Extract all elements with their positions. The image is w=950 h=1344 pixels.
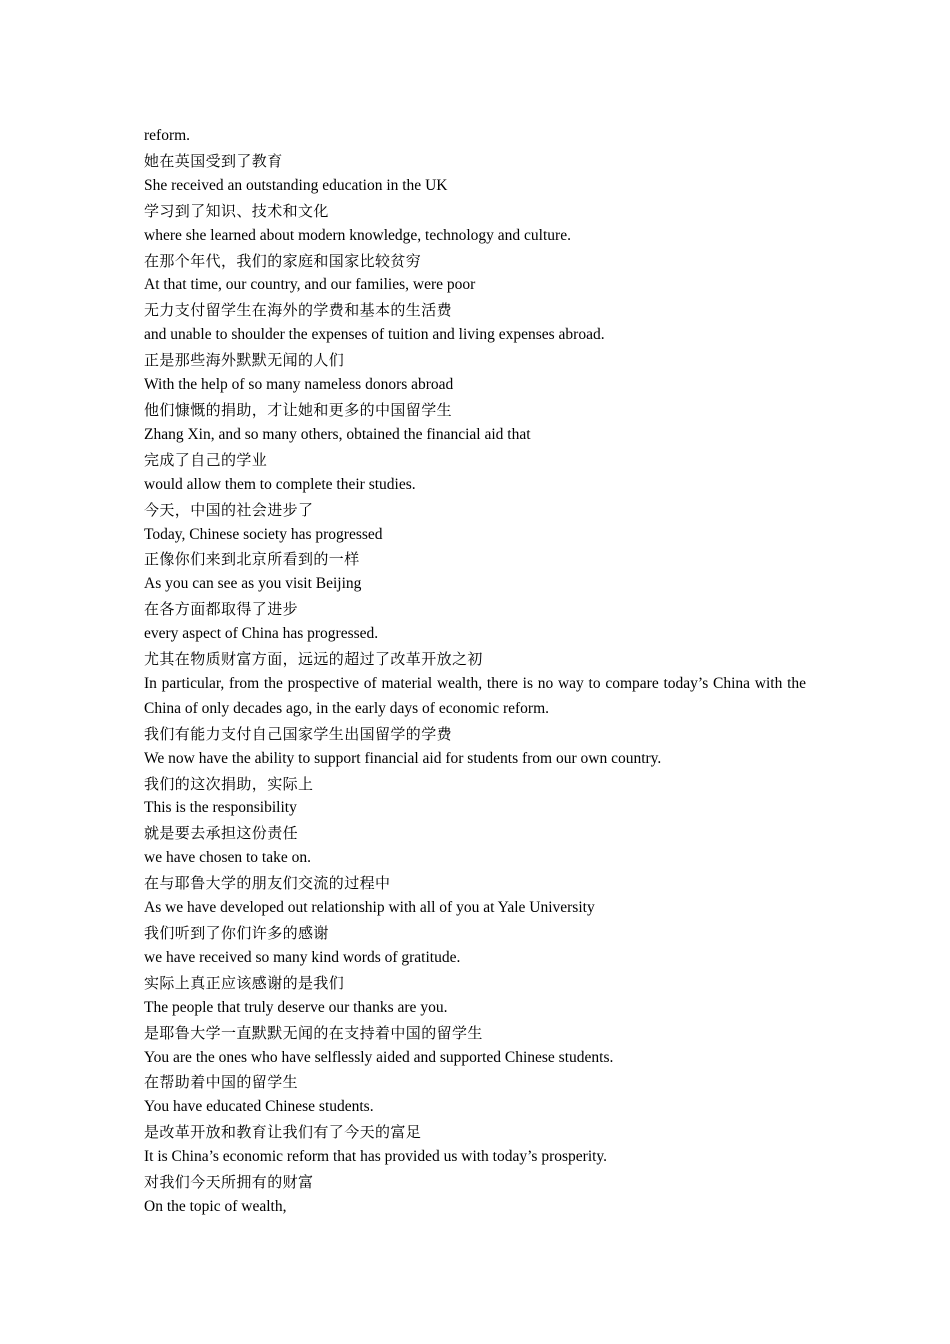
chinese-text-line: 他们慷慨的捐助，才让她和更多的中国留学生: [144, 400, 453, 419]
chinese-text-line: 正是那些海外默默无闻的人们: [144, 351, 345, 370]
chinese-text-line: 我们的这次捐助，实际上: [144, 774, 314, 793]
english-text-line: On the topic of wealth,: [144, 1197, 287, 1215]
chinese-text-line: 完成了自己的学业: [144, 450, 268, 469]
chinese-text-line: 尤其在物质财富方面，远远的超过了改革开放之初: [144, 650, 483, 669]
english-text-line: we have chosen to take on.: [144, 849, 311, 867]
chinese-text-line: 实际上真正应该感谢的是我们: [144, 973, 345, 992]
english-text-line: You have educated Chinese students.: [144, 1098, 374, 1116]
english-text-line: She received an outstanding education in the UK: [144, 176, 448, 194]
english-text-line: Today, Chinese society has progressed: [144, 525, 383, 543]
english-text-line: where she learned about modern knowledge, technology and culture.: [144, 226, 571, 244]
english-text-line: With the help of so many nameless donors abroad: [144, 376, 454, 394]
english-text-line: In particular, from the prospective of material wealth, there is no way to compare today’s China with the China of only decades ago, in the early days of economic reform.: [144, 674, 806, 717]
chinese-text-line: 在各方面都取得了进步: [144, 600, 299, 619]
chinese-text-line: 学习到了知识、技术和文化: [144, 201, 329, 220]
english-text-line: You are the ones who have selflessly aided and supported Chinese students.: [144, 1048, 614, 1066]
chinese-text-line: 是耶鲁大学一直默默无闻的在支持着中国的留学生: [144, 1023, 483, 1042]
chinese-text-line: 对我们今天所拥有的财富: [144, 1173, 314, 1192]
english-text-line: Zhang Xin, and so many others, obtained the financial aid that: [144, 425, 531, 443]
english-text-line: The people that truly deserve our thanks are you.: [144, 998, 448, 1016]
english-text-line: every aspect of China has progressed.: [144, 625, 379, 643]
chinese-text-line: 她在英国受到了教育: [144, 151, 283, 170]
english-text-line: This is the responsibility: [144, 799, 297, 817]
chinese-text-line: 在那个年代，我们的家庭和国家比较贫穷: [144, 251, 422, 270]
english-text-line: reform.: [144, 127, 191, 144]
english-text-line: we have received so many kind words of gratitude.: [144, 948, 461, 966]
chinese-text-line: 在帮助着中国的留学生: [144, 1073, 299, 1092]
chinese-text-line: 正像你们来到北京所看到的一样: [144, 550, 360, 569]
english-text-line: As we have developed out relationship with all of you at Yale University: [144, 899, 595, 917]
english-text-line: would allow them to complete their studies.: [144, 475, 416, 493]
chinese-text-line: 在与耶鲁大学的朋友们交流的过程中: [144, 874, 391, 893]
document-body: [144, 124, 806, 1220]
chinese-text-line: 我们听到了你们许多的感谢: [144, 924, 329, 942]
chinese-text-line: 无力支付留学生在海外的学费和基本的生活费: [144, 301, 453, 320]
english-text-line: and unable to shoulder the expenses of tuition and living expenses abroad.: [144, 326, 605, 344]
english-text-line: At that time, our country, and our families, were poor: [144, 276, 476, 294]
chinese-text-line: 我们有能力支付自己国家学生出国留学的学费: [144, 724, 453, 743]
english-text-line: It is China’s economic reform that has provided us with today’s prosperity.: [144, 1148, 608, 1166]
english-text-line: As you can see as you visit Beijing: [144, 575, 362, 593]
chinese-text-line: 今天，中国的社会进步了: [144, 500, 314, 519]
english-text-line: We now have the ability to support financial aid for students from our own country.: [144, 749, 662, 767]
chinese-text-line: 就是要去承担这份责任: [144, 824, 299, 843]
chinese-text-line: 是改革开放和教育让我们有了今天的富足: [144, 1123, 422, 1142]
